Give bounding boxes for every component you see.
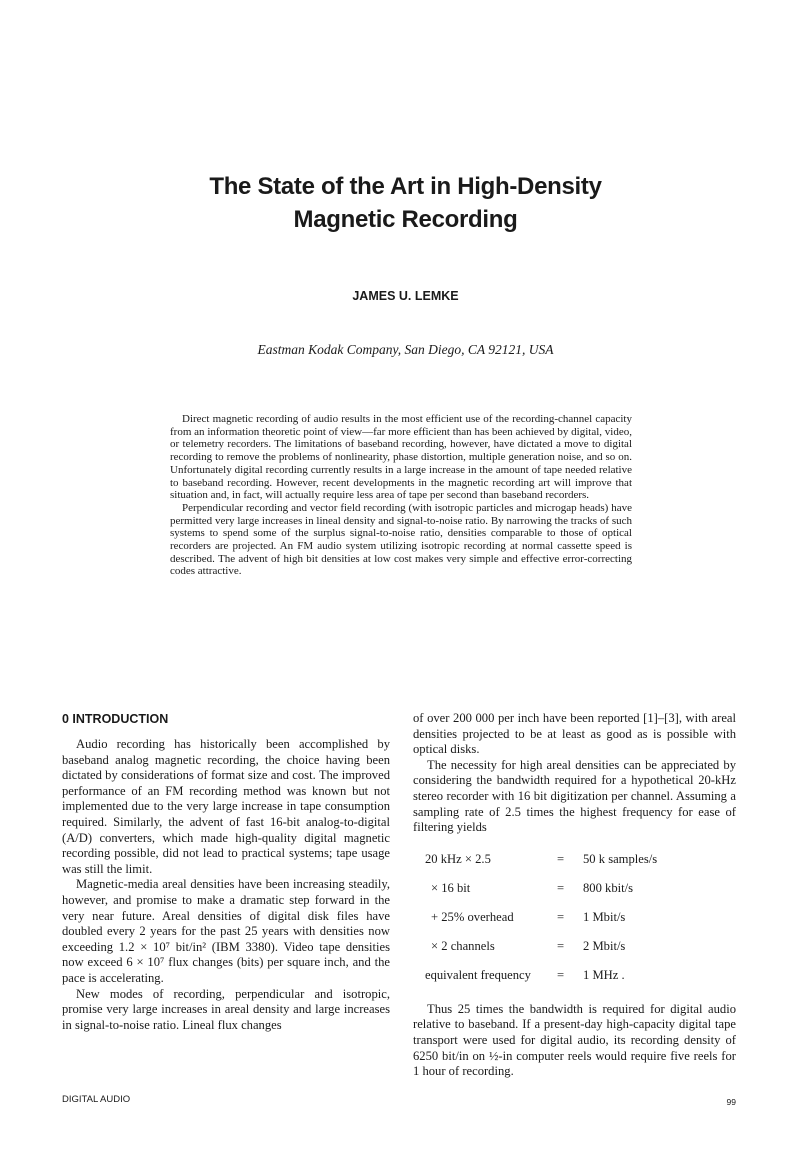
running-footer: DIGITAL AUDIO <box>62 1094 131 1105</box>
author-name: JAMES U. LEMKE <box>352 289 459 303</box>
calc-row <box>425 875 657 904</box>
calc-equals: = <box>557 938 565 953</box>
calc-result: 800 kbit/s <box>583 881 634 896</box>
right-column <box>413 711 736 1080</box>
calc-expression: + 25% overhead <box>431 909 514 924</box>
calc-result: 1 MHz . <box>583 967 625 982</box>
left-column <box>62 711 390 1033</box>
calc-row <box>425 846 657 875</box>
calc-result: 50 k samples/s <box>583 852 658 867</box>
title-line-1: The State of the Art in High-Density <box>209 173 602 200</box>
calc-row <box>425 961 657 990</box>
calc-expression: 20 kHz × 2.5 <box>425 852 491 867</box>
abstract <box>170 413 632 578</box>
calc-expression: × 2 channels <box>431 938 495 953</box>
section-heading-introduction: 0 INTRODUCTION <box>62 712 169 726</box>
author-affiliation: Eastman Kodak Company, San Diego, CA 92121, USA <box>257 342 554 357</box>
calc-result: 2 Mbit/s <box>583 938 626 953</box>
calc-row <box>425 903 657 932</box>
abstract-paragraph-1: Direct magnetic recording of audio results in the most efficient use of the recording-channel capacity from an information theoretic point of view—far more efficient than has been achieved by digital, video, or telemetry recorders. The limitations of baseband recording, however, have dictated a move to digital recording to remove the problems of nonlinearity, phase distortion, multiple generation noise, and so on. Unfortunately digital recording currently results in a large increase in the amount of tape needed relative to baseband recording. However, recent developments in the magnetic recording art will improve that situation and, in fact, will actually require less area of tape per second than baseband recorders. <box>170 413 632 502</box>
intro-paragraph-3-continued: of over 200 000 per inch have been reported [1]–[3], with areal densities projected to be at least as good as is possible with optical disks. <box>413 711 736 757</box>
calc-equals: = <box>557 881 565 896</box>
paper-title <box>0 170 811 236</box>
calc-equals: = <box>557 967 565 982</box>
intro-paragraph-4: The necessity for high areal densities can be appreciated by considering the bandwidth required for a hypothetical 20-kHz stereo recorder with 16 bit digitization per channel. Assuming a sampling rate of 2.5 times the highest frequency for ease of filtering yields <box>413 757 736 835</box>
calc-result: 1 Mbit/s <box>583 909 626 924</box>
intro-paragraph-3: New modes of recording, perpendicular and isotropic, promise very large increases in areal density and large increases in signal-to-noise ratio. Lineal flux changes <box>62 986 390 1032</box>
intro-paragraph-1: Audio recording has historically been accomplished by baseband analog magnetic recording, the choice having been dictated by considerations of format size and cost. The improved performance of an FM recording method was known but not implemented due to the very large increase in tape consumption required. Similarly, the advent of fast 16-bit analog-to-digital (A/D) converters, which made high-quality digital magnetic recording possible, did not lead to practical systems; tape usage was still the limit. <box>62 737 390 876</box>
calc-equals: = <box>557 852 565 867</box>
title-line-2: Magnetic Recording <box>293 206 518 233</box>
abstract-paragraph-2: Perpendicular recording and vector field recording (with isotropic particles and microgap heads) have permitted very large increases in lineal density and signal-to-noise ratio. By narrowing the tracks of such systems to spend some of the surplus signal-to-noise ratio, densities comparable to those of optical recorders are projected. An FM audio system utilizing isotropic recording at normal cassette speed is described. The advent of high bit densities at low cost makes very simple and effective error-correcting codes attractive. <box>170 501 632 578</box>
calc-expression: equivalent frequency <box>425 967 531 982</box>
intro-paragraph-2: Magnetic-media areal densities have been increasing steadily, however, and promise to make a dramatic step forward in the very near future. Areal densities of digital disk files have doubled every 2 years for the past 25 years with densities now exceeding 1.2 × 10⁷ bit/in² (IBM 3380). Video tape densities now exceed 6 × 10⁷ flux changes (bits) per square inch, and the pace is accelerating. <box>62 877 390 985</box>
bandwidth-calculation <box>425 846 657 990</box>
page-number: 99 <box>726 1097 736 1107</box>
calc-expression: × 16 bit <box>431 881 471 896</box>
intro-paragraph-5: Thus 25 times the bandwidth is required for digital audio relative to baseband. If a present-day high-capacity digital tape transport were used for digital audio, its recording density of 6250 bit/in on ½-in computer reels would require five reels for 1 hour of recording. <box>413 1001 736 1079</box>
calc-equals: = <box>557 909 565 924</box>
calc-row <box>425 932 657 961</box>
